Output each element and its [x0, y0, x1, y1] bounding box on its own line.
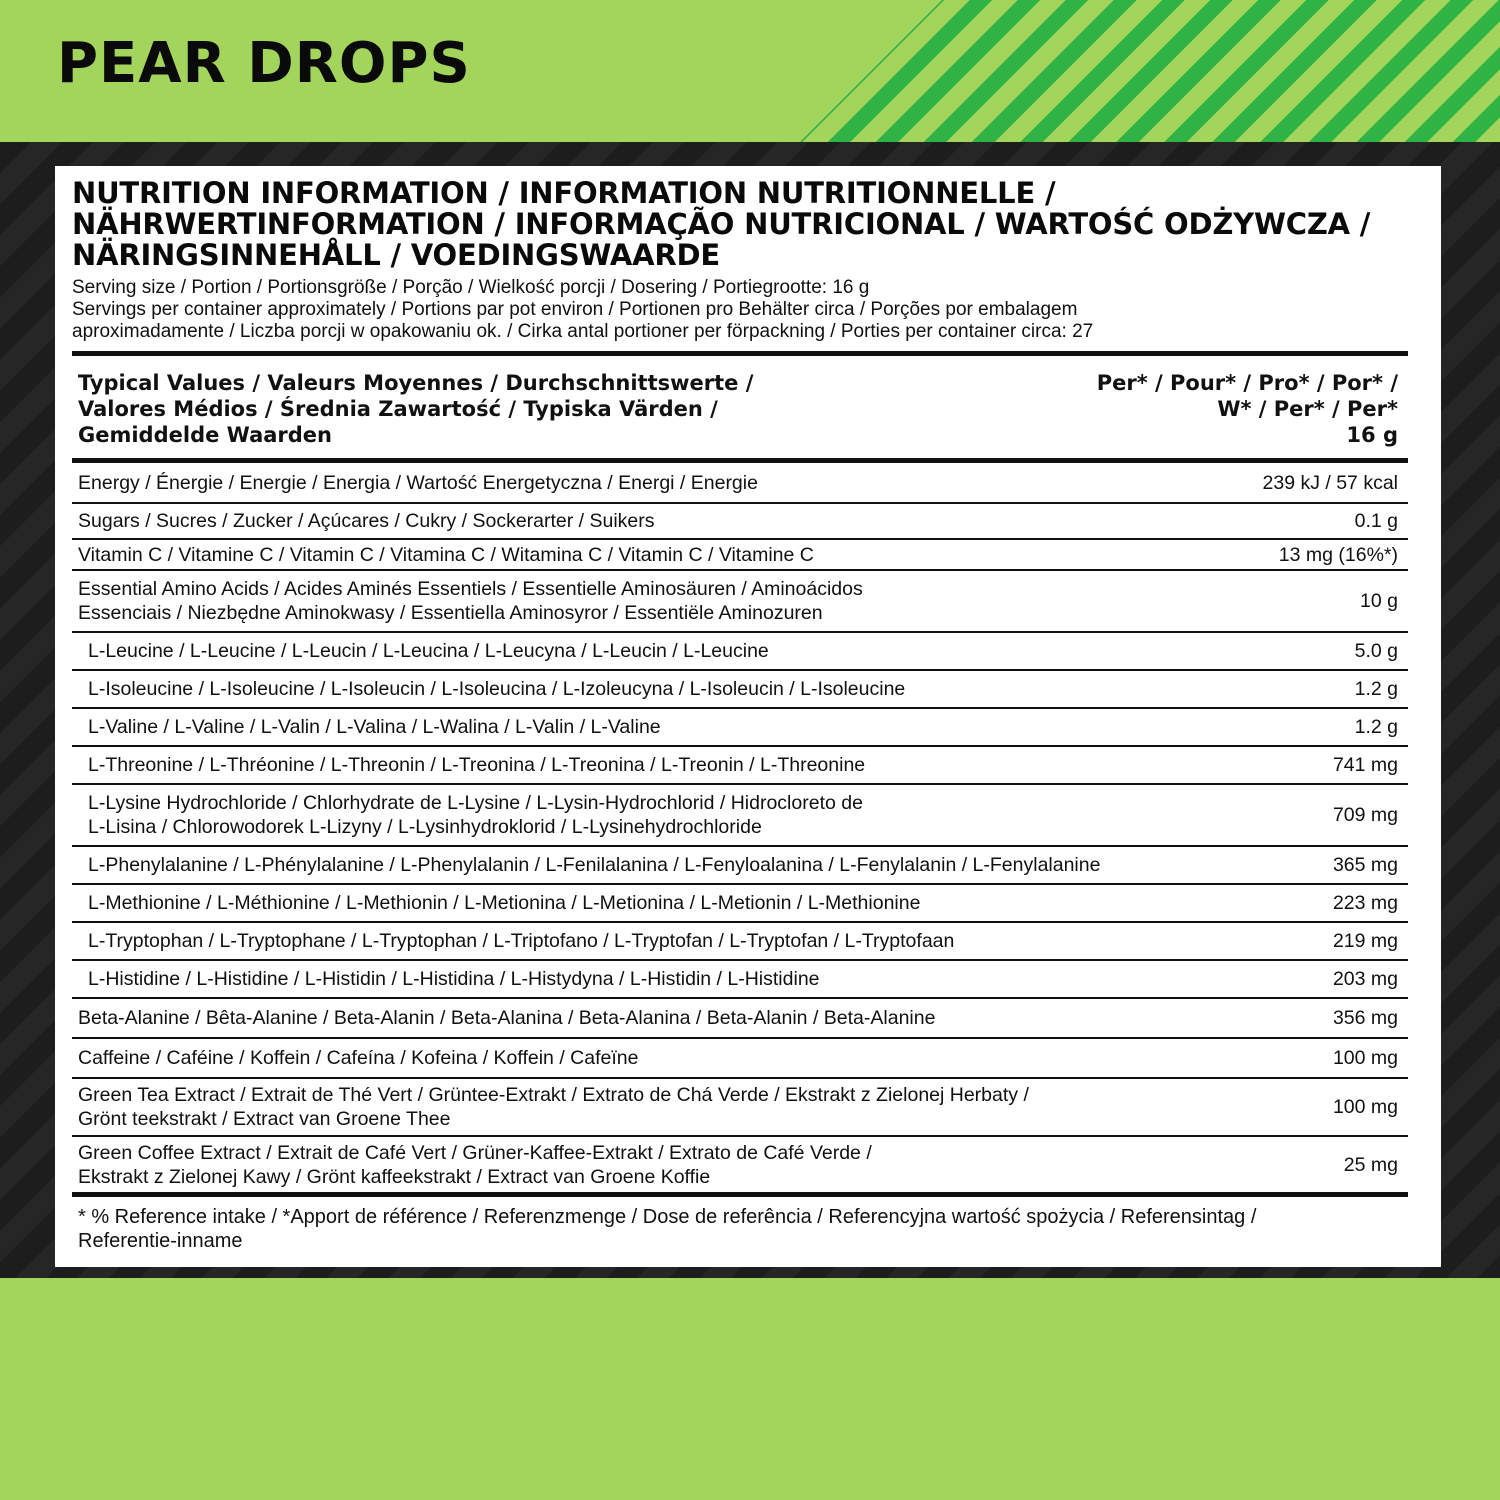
nutrient-name: [78, 677, 1335, 701]
table-header: [72, 356, 1408, 450]
nutrient-value: 741 mg: [1332, 754, 1398, 776]
heading-line: NUTRITION INFORMATION / INFORMATION NUTRITIONNELLE /: [72, 176, 1056, 210]
flavor-banner: [0, 0, 1500, 142]
nutrient-name-line: L-Isoleucine / L-Isoleucine / L-Isoleucin / L-Isoleucina / L-Izoleucyna / L-Isoleucin / L-Isoleucine: [88, 678, 906, 700]
nutrient-value: 0.1 g: [1354, 510, 1398, 532]
nutrient-name: [78, 577, 1340, 625]
table-row: [72, 1079, 1408, 1137]
nutrient-name-line: Essential Amino Acids / Acides Aminés Essentiels / Essentielle Aminosäuren / Aminoácidos: [78, 578, 863, 600]
table-row: [72, 999, 1408, 1039]
nutrient-value: 709 mg: [1332, 804, 1398, 826]
nutrient-name-line: Sugars / Sucres / Zucker / Açúcares / Cukry / Sockerarter / Suikers: [78, 510, 655, 532]
nutrient-value: 223 mg: [1332, 892, 1398, 914]
header-line: Typical Values / Valeurs Moyennes / Durchschnittswerte /: [78, 371, 754, 395]
table-row: [72, 540, 1408, 571]
typical-values-label: [78, 370, 753, 450]
nutrient-name-line: L-Valine / L-Valine / L-Valin / L-Valina / L-Walina / L-Valin / L-Valine: [88, 716, 661, 738]
header-line: W* / Per* / Per*: [1217, 397, 1398, 421]
table-row: [72, 1039, 1408, 1079]
nutrient-value: 219 mg: [1332, 930, 1398, 952]
nutrient-name-line: Caffeine / Caféine / Koffein / Cafeína / Kofeina / Koffein / Cafeïne: [78, 1047, 639, 1069]
heading-line: NÄHRWERTINFORMATION / INFORMAÇÃO NUTRICIONAL / WARTOŚĆ ODŻYWCZA /: [72, 207, 1371, 241]
table-row: [72, 671, 1408, 709]
nutrient-name-line: L-Lisina / Chlorowodorek L-Lizyny / L-Lysinhydroklorid / L-Lysinehydrochloride: [88, 816, 762, 838]
nutrient-name-line: L-Methionine / L-Méthionine / L-Methionin / L-Metionina / L-Metionina / L-Metionin / L-Methionine: [88, 892, 921, 914]
nutrient-value: 5.0 g: [1354, 640, 1398, 662]
nutrient-value: 100 mg: [1332, 1096, 1398, 1118]
header-line: Gemiddelde Waarden: [78, 423, 332, 447]
nutrient-table: [72, 463, 1408, 1197]
nutrient-name-line: Green Tea Extract / Extrait de Thé Vert / Grüntee-Extrakt / Extrato de Chá Verde / Ekstrakt z Zielonej Herbaty /: [78, 1084, 1029, 1106]
nutrient-value: 1.2 g: [1354, 678, 1398, 700]
per-serving-label: [1097, 370, 1398, 450]
table-row: [72, 847, 1408, 885]
nutrient-name-line: L-Tryptophan / L-Tryptophane / L-Tryptophan / L-Triptofano / L-Tryptofan / L-Tryptofan / L-Tryptofaan: [88, 930, 955, 952]
nutrient-name-line: L-Threonine / L-Thréonine / L-Threonin / L-Treonina / L-Treonina / L-Treonin / L-Threonine: [88, 754, 866, 776]
nutrition-content: [72, 178, 1408, 1253]
footnote: [72, 1197, 1408, 1253]
stripe-mask: [800, 0, 942, 142]
nutrient-name: [78, 1006, 1313, 1030]
nutrient-name-line: Ekstrakt z Zielonej Kawy / Grönt kaffeekstrakt / Extract van Groene Koffie: [78, 1165, 711, 1188]
footnote-line: Referentie-inname: [78, 1230, 243, 1252]
nutrient-name: [78, 543, 1259, 567]
nutrient-name-line: L-Lysine Hydrochloride / Chlorhydrate de L-Lysine / L-Lysin-Hydrochlorid / Hidrocloreto de: [88, 792, 863, 814]
nutrient-name: [78, 509, 1335, 533]
table-row: [72, 961, 1408, 999]
serving-line: Serving size / Portion / Portionsgröße / Porção / Wielkość porcji / Dosering / Portiegrootte: 16 g: [72, 277, 870, 298]
table-row: [72, 633, 1408, 671]
nutrient-name: [78, 753, 1313, 777]
serving-line: aproximadamente / Liczba porcji w opakowaniu ok. / Cirka antal portioner per förpackning / Porties per container circa: 27: [72, 321, 1094, 342]
nutrient-name: [78, 891, 1313, 915]
nutrient-name: [78, 791, 1313, 839]
flavor-title: PEAR DROPS: [57, 31, 471, 96]
nutrient-name: [78, 853, 1313, 877]
table-row: [72, 709, 1408, 747]
nutrient-name-line: L-Phenylalanine / L-Phénylalanine / L-Phenylalanin / L-Fenilalanina / L-Fenyloalanina / L-Fenylalanin / L-Fenylalanine: [88, 854, 1101, 876]
footnote-line: * % Reference intake / *Apport de référence / Referenzmenge / Dose de referência / Referencyjna wartość spożycia / Referensintag /: [78, 1206, 1257, 1228]
nutrient-value: 10 g: [1360, 590, 1398, 612]
heading-line: NÄRINGSINNEHÅLL / VOEDINGSWAARDE: [72, 238, 720, 272]
table-row: [72, 463, 1408, 504]
nutrient-name: [78, 639, 1335, 663]
nutrient-value: 100 mg: [1332, 1047, 1398, 1069]
nutrient-name: [78, 715, 1335, 739]
table-row: [72, 571, 1408, 633]
table-row: [72, 885, 1408, 923]
nutrient-name-line: Green Coffee Extract / Extrait de Café Vert / Grüner-Kaffee-Extrakt / Extrato de Café Verde /: [78, 1141, 872, 1164]
nutrient-value: 365 mg: [1332, 854, 1398, 876]
nutrition-heading: [72, 178, 1408, 271]
table-row: [72, 785, 1408, 847]
nutrient-name: [78, 1141, 1324, 1189]
nutrient-value: 356 mg: [1332, 1007, 1398, 1029]
nutrient-name-line: Essenciais / Niezbędne Aminokwasy / Essentiella Aminosyror / Essentiële Aminozuren: [78, 602, 823, 624]
serving-info: [72, 277, 1408, 343]
nutrient-name-line: Energy / Énergie / Energie / Energia / Wartość Energetyczna / Energi / Energie: [78, 471, 758, 494]
nutrient-name: [78, 471, 1243, 495]
serving-line: Servings per container approximately / Portions par pot environ / Portionen pro Behälter circa / Porções por embalagem: [72, 299, 1078, 320]
nutrient-name-line: Grönt teekstrakt / Extract van Groene Thee: [78, 1108, 451, 1130]
nutrient-value: 13 mg (16%*): [1278, 543, 1398, 566]
nutrient-value: 25 mg: [1343, 1153, 1398, 1176]
table-row: [72, 747, 1408, 785]
nutrient-name-line: Beta-Alanine / Bêta-Alanine / Beta-Alanin / Beta-Alanina / Beta-Alanina / Beta-Alanin / Beta-Alanine: [78, 1007, 936, 1029]
table-row: [72, 923, 1408, 961]
nutrient-name: [78, 929, 1313, 953]
header-line: Per* / Pour* / Pro* / Por* /: [1096, 371, 1398, 395]
nutrient-name: [78, 1046, 1313, 1070]
nutrient-value: 203 mg: [1332, 968, 1398, 990]
nutrient-value: 1.2 g: [1354, 716, 1398, 738]
nutrition-panel: [55, 166, 1441, 1267]
nutrient-name: [78, 1083, 1313, 1131]
header-line: Valores Médios / Średnia Zawartość / Typiska Värden /: [78, 397, 718, 421]
table-row: [72, 504, 1408, 540]
table-row: [72, 1137, 1408, 1197]
nutrient-name-line: Vitamin C / Vitamine C / Vitamin C / Vitamina C / Witamina C / Vitamin C / Vitamine C: [78, 543, 814, 566]
nutrient-value: 239 kJ / 57 kcal: [1262, 471, 1398, 494]
nutrient-name-line: L-Histidine / L-Histidine / L-Histidin / L-Histidina / L-Histydyna / L-Histidin / L-Histidine: [88, 968, 820, 990]
nutrient-name: [78, 967, 1313, 991]
nutrient-name-line: L-Leucine / L-Leucine / L-Leucin / L-Leucina / L-Leucyna / L-Leucin / L-Leucine: [88, 640, 769, 662]
header-line: 16 g: [1346, 423, 1398, 447]
